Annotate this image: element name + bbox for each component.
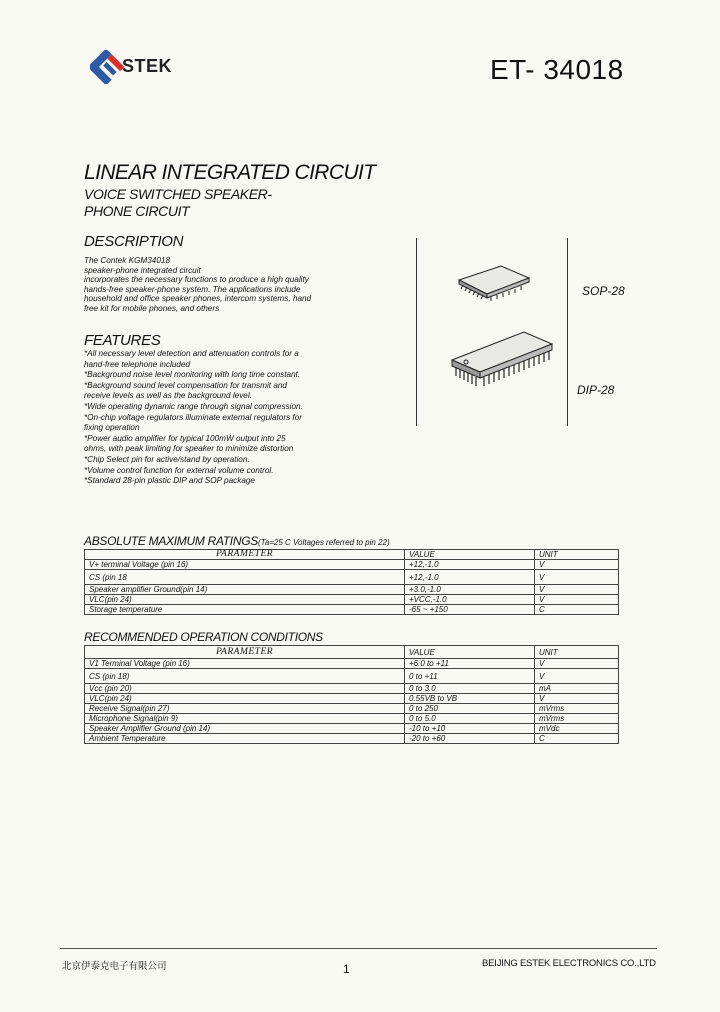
subtitle-line-2: PHONE CIRCUIT (84, 203, 190, 219)
value-cell: +12,-1.0 (405, 570, 535, 585)
table-row (85, 704, 619, 714)
feature-line: *On-chip voltage regulators illuminate external regulators for (84, 412, 302, 422)
description-line: The Contek KGM34018 (84, 256, 171, 265)
logo-text: STEK (122, 56, 173, 76)
parameter-cell: VLC(pin 24) (85, 694, 405, 704)
unit-cell: V (535, 560, 619, 570)
unit-cell: V (535, 694, 619, 704)
value-cell: 0.55VB to VB (405, 694, 535, 704)
unit-cell: V (535, 669, 619, 684)
description-body (84, 256, 334, 314)
parameter-cell: CS (pin 18) (85, 669, 405, 684)
table-row (85, 684, 619, 694)
table-row (85, 605, 619, 615)
package-box-right-rule (567, 238, 568, 426)
unit-cell: mA (535, 684, 619, 694)
description-line: hands-free speaker-phone system. The applications include (84, 284, 301, 294)
document-title: LINEAR INTEGRATED CIRCUIT (84, 161, 376, 184)
table-row (85, 669, 619, 684)
parameter-cell: Vcc (pin 20) (85, 684, 405, 694)
footer-company-english: BEIJING ESTEK ELECTRONICS CO.,LTD (482, 958, 656, 969)
table-row (85, 659, 619, 669)
unit-cell: C (535, 734, 619, 744)
feature-line: hand-free telephone included (84, 359, 191, 369)
feature-line: *Background sound level compensation for transmit and (84, 380, 287, 390)
footer-company-chinese: 北京伊泰克电子有限公司 (62, 961, 167, 972)
parameter-cell: V+ terminal Voltage (pin 16) (85, 560, 405, 570)
unit-cell: mVrms (535, 704, 619, 714)
column-header-value: VALUE (405, 550, 535, 560)
feature-line: *Chip Select pin for active/stand by operation. (84, 454, 250, 464)
parameter-cell: Speaker amplifier Ground(pin 14) (85, 585, 405, 595)
parameter-cell: Ambient Temperature (85, 734, 405, 744)
feature-line: *Power audio amplifier for typical 100mW output into 25 (84, 433, 286, 443)
sop-28-chip-icon (455, 262, 535, 302)
parameter-cell: CS (pin 18 (85, 570, 405, 585)
rec-op-table (84, 645, 619, 744)
feature-line: *Wide operating dynamic range through signal compression. (84, 401, 303, 411)
table-header-row (85, 646, 619, 659)
feature-line: receive levels as well as the background level. (84, 391, 252, 401)
part-number: ET- 34018 (490, 54, 624, 85)
parameter-cell: Microphone Signal(pin 9) (85, 714, 405, 724)
feature-line: *All necessary level detection and attenuation controls for a (84, 349, 299, 358)
table-row (85, 595, 619, 605)
table-row (85, 585, 619, 595)
unit-cell: V (535, 570, 619, 585)
sop-28-label: SOP-28 (582, 284, 625, 298)
description-heading: DESCRIPTION (84, 233, 184, 250)
table-row (85, 694, 619, 704)
dip-28-label: DIP-28 (577, 383, 615, 397)
table-row (85, 714, 619, 724)
subtitle-line-1: VOICE SWITCHED SPEAKER- (84, 186, 272, 202)
value-cell: -10 to +10 (405, 724, 535, 734)
page-number: 1 (343, 962, 350, 976)
value-cell: +6.0 to +11 (405, 659, 535, 669)
footer-divider (60, 948, 657, 949)
value-cell: 0 to 5.0 (405, 714, 535, 724)
value-cell: +VCC,-1.0 (405, 595, 535, 605)
table-row (85, 734, 619, 744)
value-cell: +3.0,-1.0 (405, 585, 535, 595)
value-cell: 0 to 250 (405, 704, 535, 714)
unit-cell: V (535, 585, 619, 595)
description-line: speaker-phone integrated circuit (84, 265, 201, 275)
table-header-row (85, 550, 619, 560)
parameter-cell: Storage temperature (85, 605, 405, 615)
feature-line: ohms, with peak limiting for speaker to minimize distortion (84, 444, 294, 454)
column-header-parameter: PARAMETER (85, 646, 405, 659)
feature-line: *Standard 28-pin plastic DIP and SOP package (84, 476, 255, 486)
description-line: incorporates the necessary functions to produce a high quality (84, 275, 309, 285)
column-header-unit: UNIT (535, 646, 619, 659)
feature-line: fixing operation (84, 423, 140, 433)
parameter-cell: Receive Signal(pin 27) (85, 704, 405, 714)
description-line: free kit for mobile phones, and others (84, 303, 220, 313)
abs-max-note: (Ta=25 C Voltages referred to pin 22) (257, 538, 390, 547)
table-row (85, 724, 619, 734)
parameter-cell: Speaker Amplifier Ground (pin 14) (85, 724, 405, 734)
unit-cell: mVdc (535, 724, 619, 734)
value-cell: -65 ~ +150 (405, 605, 535, 615)
value-cell: -20 to +60 (405, 734, 535, 744)
features-heading: FEATURES (84, 332, 161, 349)
parameter-cell: V1 Terminal Voltage (pin 16) (85, 659, 405, 669)
value-cell: +12,-1.0 (405, 560, 535, 570)
unit-cell: C (535, 605, 619, 615)
table-row (85, 560, 619, 570)
dip-28-chip-icon (448, 326, 558, 388)
abs-max-title: ABSOLUTE MAXIMUM RATINGS (84, 534, 258, 548)
column-header-value: VALUE (405, 646, 535, 659)
feature-line: *Volume control function for external volume control. (84, 465, 274, 475)
value-cell: 0 to +11 (405, 669, 535, 684)
value-cell: 0 to 3.0 (405, 684, 535, 694)
package-box-left-rule (416, 238, 417, 426)
description-line: household and office speaker phones, intercom systems, hand (84, 294, 312, 304)
unit-cell: V (535, 595, 619, 605)
parameter-cell: VLC(pin 24) (85, 595, 405, 605)
unit-cell: mVrms (535, 714, 619, 724)
feature-line: *Background noise level monitoring with long time constant. (84, 370, 301, 380)
rec-op-heading: RECOMMENDED OPERATION CONDITIONS (84, 630, 323, 644)
column-header-unit: UNIT (535, 550, 619, 560)
column-header-parameter: PARAMETER (85, 550, 405, 560)
table-row (85, 570, 619, 585)
unit-cell: V (535, 659, 619, 669)
abs-max-heading (84, 534, 390, 548)
abs-max-table (84, 549, 619, 615)
features-body (84, 349, 334, 487)
